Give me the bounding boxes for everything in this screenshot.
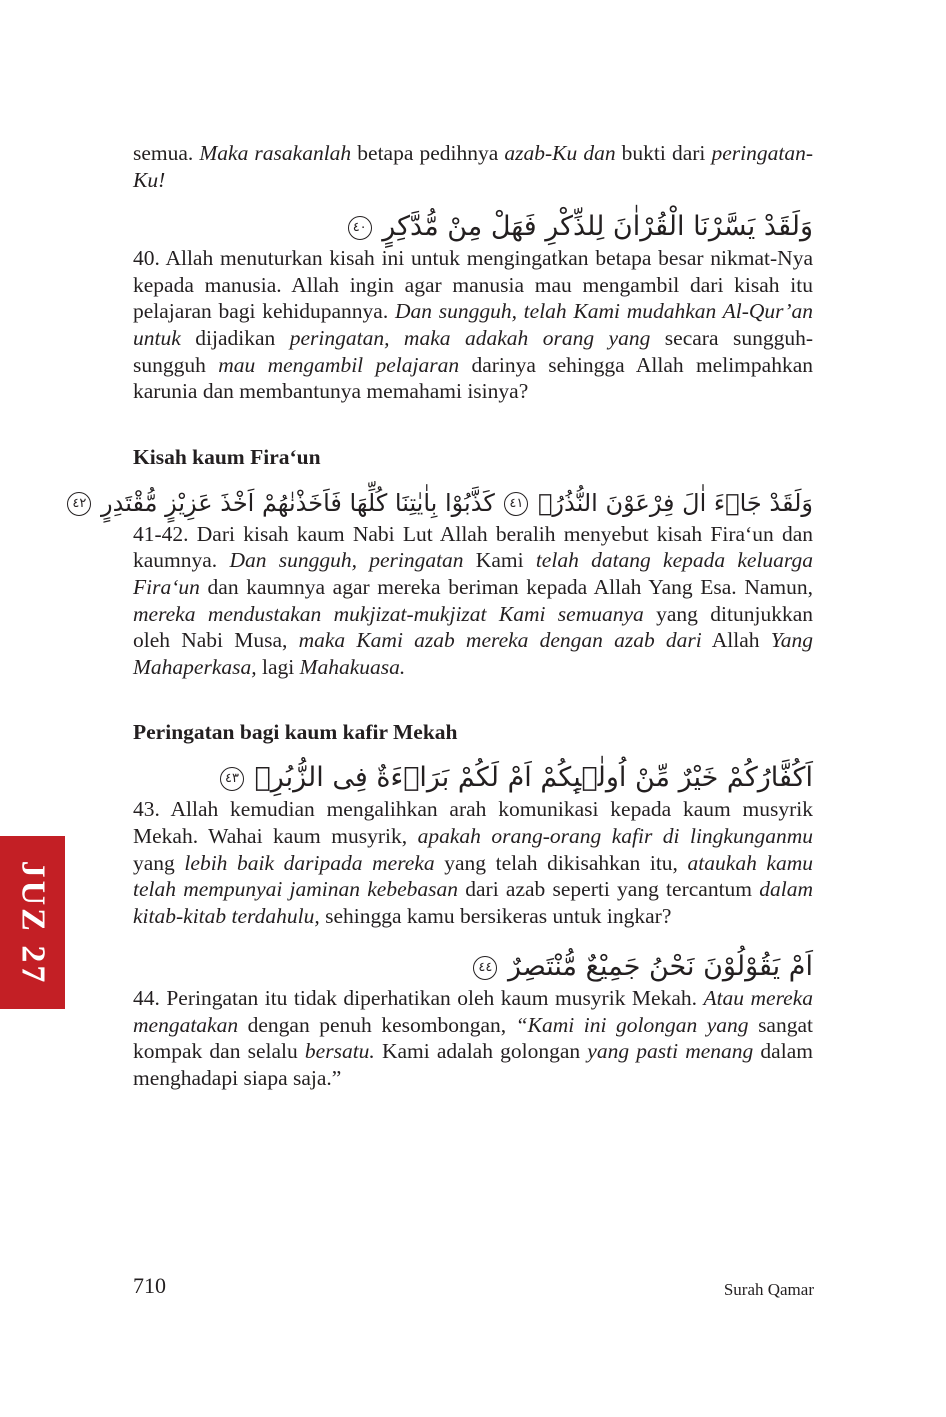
text-run: Allah xyxy=(701,628,771,653)
text-run: dijadikan xyxy=(180,325,290,350)
italic-run: “Kami ini golongan yang xyxy=(515,1012,749,1037)
paragraph-verse-43 xyxy=(133,796,813,929)
italic-run: ataukah kamu telah mempunyai jaminan kebebasan xyxy=(133,850,814,902)
juz-label: JUZ 27 xyxy=(14,860,52,985)
italic-run: azab-Ku dan xyxy=(504,141,616,165)
ayah-number-icon: ٤١ xyxy=(504,492,528,516)
italic-run: Dan sungguh, telah Kami mudahkan Al-Qur’an untuk xyxy=(133,299,813,350)
italic-run: yang pasti menang xyxy=(587,1039,754,1064)
text-run: yang telah dikisahkan itu, xyxy=(434,850,688,875)
text-run: dan kaumnya agar mereka beriman kepada Allah Yang Esa. Namun, xyxy=(199,574,813,599)
arabic-verse-43 xyxy=(133,760,813,796)
text-run: sangat kompak dan selalu xyxy=(133,1012,813,1064)
italic-run: lebih baik daripada mereka xyxy=(184,850,435,875)
italic-run: mau mengambil pelajaran xyxy=(218,352,460,377)
arabic-verse-text: وَلَقَدْ جَاۤءَ اٰلَ فِرْعَوْنَ النُّذُرُۚ xyxy=(538,488,813,517)
text-run: secara sungguh-sungguh xyxy=(133,325,813,377)
text-run: bukti dari xyxy=(615,141,712,165)
text-run: 41-42. Dari kisah kaum Nabi Lut Allah beralih menyebut kisah Fira‘un dan kaumnya. xyxy=(133,521,813,573)
italic-run: mereka mendustakan mukjizat-mukjizat Kami semuanya xyxy=(133,601,644,626)
running-title: Surah Qamar xyxy=(723,1280,814,1299)
paragraph-continuation xyxy=(133,140,813,193)
arabic-verse-44 xyxy=(133,949,813,985)
text-run: semua. xyxy=(133,141,200,165)
text-run: sehingga kamu bersikeras untuk ingkar? xyxy=(319,903,672,928)
italic-run: peringatan, maka adakah orang yang xyxy=(289,325,651,350)
italic-run: dalam kitab-kitab terdahulu, xyxy=(133,877,813,928)
text-run: 40. Allah menuturkan kisah ini untuk mengingatkan betapa besar nikmat-Nya kepada manusia. Allah ingin agar manusia mau mengambil dari kisah itu pelajaran bagi kehidupannya. xyxy=(133,246,813,324)
italic-run: peringatan-Ku! xyxy=(133,141,813,192)
arabic-verse-text: وَلَقَدْ يَسَّرْنَا الْقُرْاٰنَ لِلذِّكْرِ فَهَلْ مِنْ مُّدَّكِرٍ xyxy=(382,211,813,243)
text-run: dalam menghadapi siapa saja.” xyxy=(133,1039,813,1091)
text-run: lagi xyxy=(256,654,300,679)
text-run: 44. Peringatan itu tidak diperhatikan oleh kaum musyrik Mekah. xyxy=(133,986,704,1011)
text-run: betapa pedihnya xyxy=(351,141,505,165)
italic-run: telah datang kepada keluarga Fira‘un xyxy=(133,548,813,599)
italic-run: bersatu. xyxy=(304,1039,375,1064)
page-number: 710 xyxy=(133,1273,166,1298)
ayah-number-icon: ٤٣ xyxy=(220,767,244,791)
paragraph-verse-44 xyxy=(133,985,813,1091)
arabic-verse-40 xyxy=(133,209,813,245)
page-body xyxy=(72,140,814,1092)
paragraph-verse-41-42 xyxy=(133,521,813,681)
arabic-verse-text: اَكُفَّارُكُمْ خَيْرٌ مِّنْ اُولٰۤىِٕكُمْ اَمْ لَكُمْ بَرَاۤءَةٌ فِى الزُّبُرِۚ xyxy=(254,762,813,794)
text-run: darinya sehingga Allah melimpahkan karunia dan membantunya memahami isinya? xyxy=(133,352,813,404)
italic-run: Mahakuasa. xyxy=(299,654,406,679)
italic-run: Atau mereka mengatakan xyxy=(133,986,813,1037)
text-run: dengan penuh kesombongan, xyxy=(238,1012,516,1037)
text-run: Kami xyxy=(463,548,536,573)
text-run: dari azab seperti yang tercantum xyxy=(458,877,760,902)
text-run: yang xyxy=(133,850,185,875)
juz-side-tab xyxy=(0,836,65,1009)
text-run: Kami adalah golongan xyxy=(374,1039,588,1064)
arabic-verse-41-42 xyxy=(72,485,813,521)
text-run: 43. Allah kemudian mengalihkan arah komunikasi kepada kaum musyrik Mekah. Wahai kaum musyrik, xyxy=(133,797,813,848)
paragraph-verse-40 xyxy=(133,245,813,405)
text-run: yang ditunjukkan oleh Nabi Musa, xyxy=(133,601,813,653)
section-heading-firaun: Kisah kaum Fira‘un xyxy=(133,444,321,469)
italic-run: Dan sungguh, peringatan xyxy=(229,548,464,573)
italic-run: Yang Mahaperkasa, xyxy=(133,628,813,679)
ayah-number-icon: ٤٤ xyxy=(473,956,497,980)
ayah-number-icon: ٤٠ xyxy=(348,216,372,240)
arabic-verse-text: اَمْ يَقُوْلُوْنَ نَحْنُ جَمِيْعٌ مُّنْتَصِرٌ xyxy=(507,951,813,983)
ayah-number-icon: ٤٢ xyxy=(67,492,91,516)
italic-run: Maka rasakanlah xyxy=(199,141,352,165)
section-heading-mekah: Peringatan bagi kaum kafir Mekah xyxy=(133,720,458,745)
italic-run: apakah orang-orang kafir di lingkunganmu xyxy=(417,823,813,848)
arabic-verse-text: كَذَّبُوْا بِاٰيٰتِنَا كُلِّهَا فَاَخَذْنٰهُمْ اَخْذَ عَزِيْزٍ مُّقْتَدِرٍ xyxy=(101,488,495,517)
italic-run: maka Kami azab mereka dengan azab dari xyxy=(298,628,702,653)
